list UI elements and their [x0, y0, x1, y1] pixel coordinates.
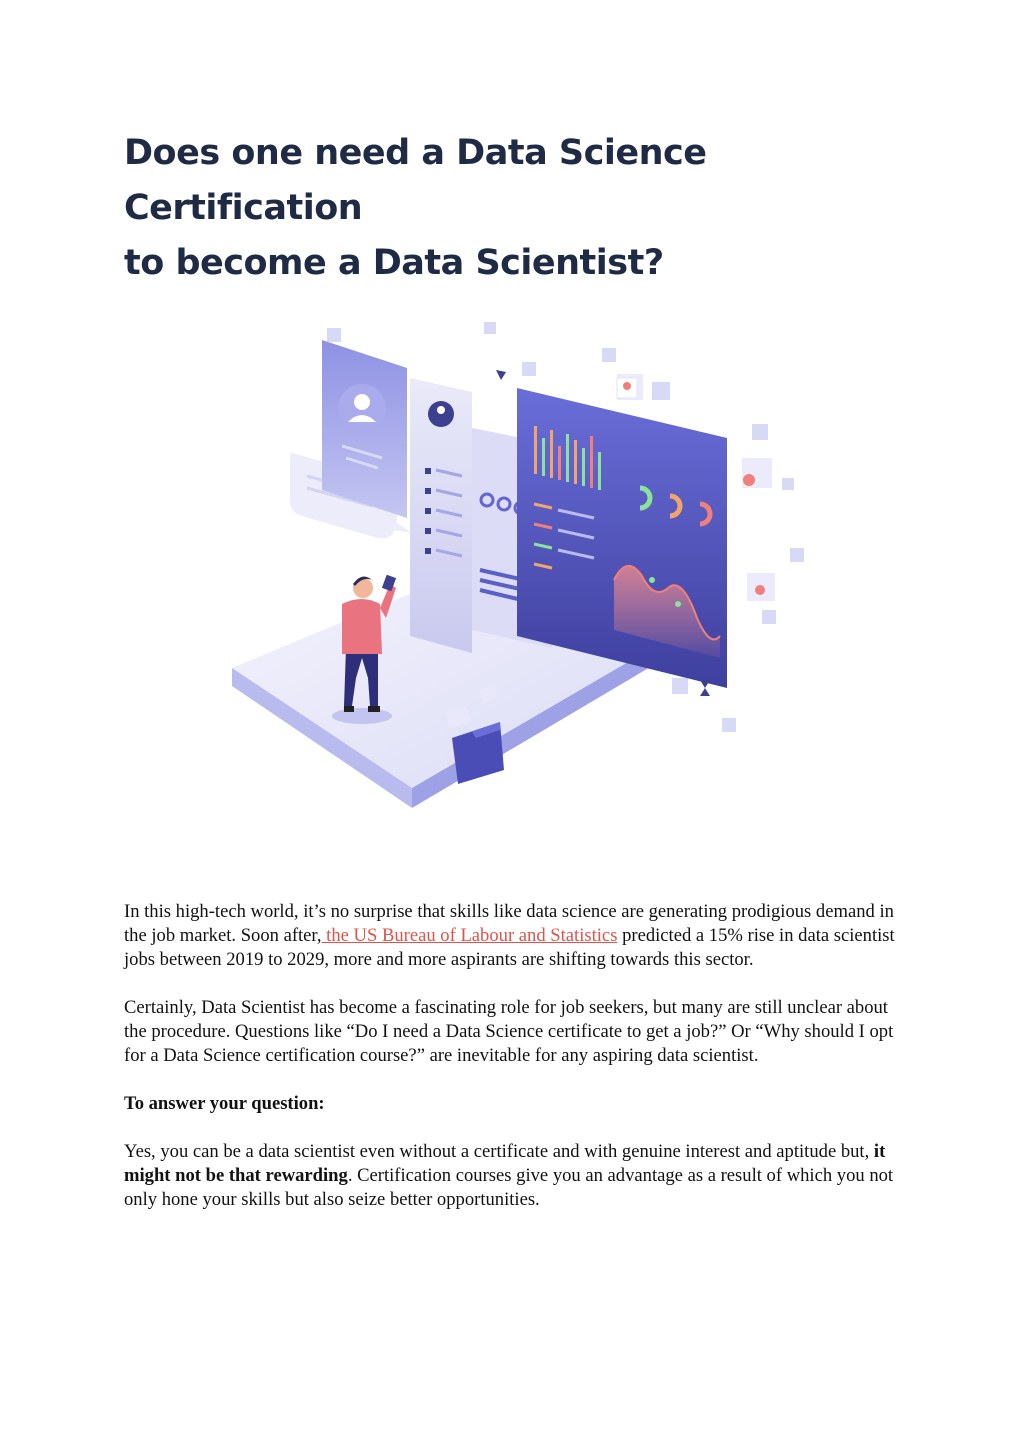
page-title: [124, 126, 924, 291]
subheading-text: To answer your question:: [124, 1093, 325, 1114]
subheading: [124, 1092, 904, 1116]
resume-sheet: [410, 378, 472, 653]
paragraph-3-text-end: . Certification courses give you an advantage as a result of which you not only hone your skills but also seize better opportunities.: [124, 1165, 894, 1210]
paragraph-1-text-end: predicted a 15% rise in data scientist jobs between 2019 to 2029, more and more aspirants are shifting towards this sector.: [124, 925, 895, 970]
title-line-2: to become a Data Scientist?: [124, 243, 664, 283]
paragraph-3-bold: it might not be that rewarding: [124, 1141, 886, 1186]
dashboard-panel: [517, 388, 727, 688]
paragraph-3-text: Yes, you can be a data scientist even without a certificate and with genuine interest and aptitude but,: [124, 1141, 874, 1162]
article-body: [124, 900, 904, 1236]
title-line-1: Does one need a Data Science Certification: [124, 133, 707, 228]
paragraph-1: [124, 900, 904, 972]
paragraph-3: [124, 1140, 904, 1212]
paragraph-2: Certainly, Data Scientist has become a fascinating role for job seekers, but many are still unclear about the procedure. Questions like “Do I need a Data Science certificate to get a job?” Or “Why should I opt for a Data Science certification course?” are inevitable for any aspiring data scientist.: [124, 997, 894, 1066]
bls-link[interactable]: the US Bureau of Labour and Statistics: [321, 925, 618, 946]
profile-panel: [322, 340, 407, 518]
paragraph-1-text: In this high-tech world, it’s no surprise that skills like data science are generating prodigious demand in the job market. Soon after,: [124, 901, 894, 946]
data-science-illustration: [222, 318, 822, 848]
